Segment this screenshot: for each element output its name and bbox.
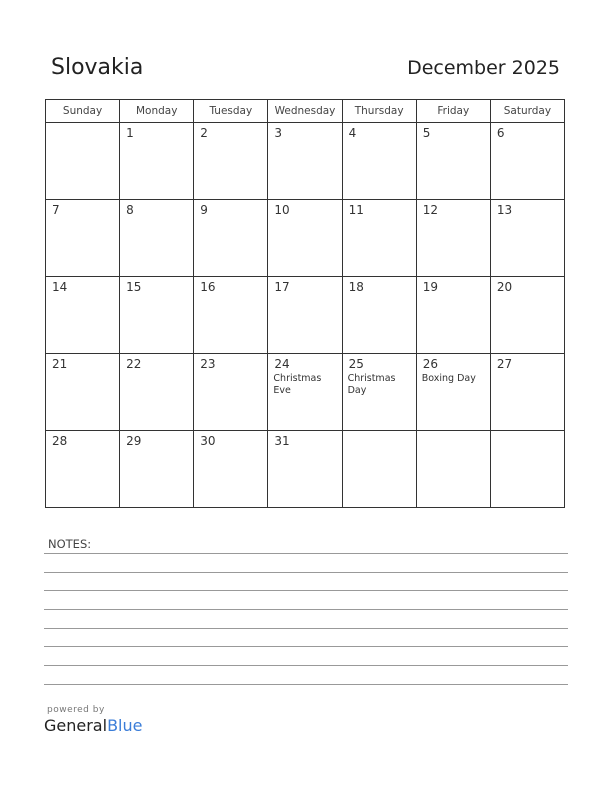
calendar-day-cell	[268, 200, 342, 277]
note-line	[44, 572, 568, 573]
day-number: 1	[126, 126, 134, 140]
day-number: 3	[274, 126, 283, 140]
calendar-body	[46, 123, 565, 508]
calendar-day-cell	[194, 277, 268, 354]
note-line	[44, 646, 568, 647]
day-number: 24	[274, 357, 290, 371]
day-number: 12	[422, 203, 438, 217]
day-number: 13	[496, 203, 513, 217]
note-line	[44, 553, 568, 554]
day-number: 14	[52, 280, 68, 294]
calendar-week-row	[46, 123, 565, 200]
day-number: 17	[274, 280, 290, 294]
day-number: 23	[200, 357, 216, 371]
calendar-day-cell	[490, 200, 564, 277]
calendar-day-cell	[268, 277, 342, 354]
day-number: 31	[274, 434, 290, 448]
weekday-tuesday: Tuesday	[194, 100, 268, 123]
calendar-day-cell	[490, 123, 564, 200]
calendar-day-cell	[342, 200, 416, 277]
calendar-day-cell	[46, 431, 120, 508]
day-number: 4	[348, 126, 357, 140]
day-number: 9	[200, 203, 208, 217]
calendar-day-cell	[490, 277, 564, 354]
calendar-day-cell	[342, 277, 416, 354]
calendar-day-cell	[268, 354, 342, 431]
calendar-day-cell	[120, 354, 194, 431]
day-number: 6	[496, 126, 505, 140]
day-number: 18	[348, 280, 364, 294]
calendar-week-row	[46, 277, 565, 354]
calendar-day-cell	[120, 431, 194, 508]
calendar-day-cell	[120, 277, 194, 354]
day-number: 22	[126, 357, 142, 371]
holiday-label: Boxing Day	[421, 373, 476, 384]
calendar-empty-cell	[342, 431, 416, 508]
calendar-day-cell	[416, 354, 490, 431]
brand-general-text: General	[44, 716, 108, 735]
day-number: 19	[422, 280, 438, 294]
day-number: 5	[422, 126, 431, 140]
day-number: 29	[126, 434, 142, 448]
note-line	[44, 684, 568, 685]
day-number: 21	[52, 357, 68, 371]
calendar-week-row	[46, 431, 565, 508]
calendar-day-cell	[268, 123, 342, 200]
calendar-empty-cell	[416, 431, 490, 508]
brand-blue-text: Blue	[107, 716, 143, 735]
calendar-day-cell	[194, 123, 268, 200]
page-title-month: December 2025	[407, 57, 560, 79]
calendar-day-cell	[416, 277, 490, 354]
weekday-sunday: Sunday	[46, 100, 120, 123]
note-line	[44, 609, 568, 610]
calendar-day-cell	[194, 354, 268, 431]
calendar-grid	[45, 99, 565, 508]
calendar-day-cell	[194, 431, 268, 508]
calendar-day-cell	[416, 123, 490, 200]
calendar-day-cell	[416, 200, 490, 277]
weekday-saturday: Saturday	[490, 100, 564, 123]
footer-branding	[44, 705, 142, 735]
day-number: 15	[126, 280, 142, 294]
weekday-wednesday: Wednesday	[268, 100, 342, 123]
calendar-day-cell	[268, 431, 342, 508]
day-number: 26	[422, 357, 438, 371]
calendar-empty-cell	[46, 123, 120, 200]
calendar-week-row	[46, 354, 565, 431]
day-number: 8	[126, 203, 134, 217]
holiday-label: Christmas Day	[347, 373, 396, 396]
calendar-day-cell	[120, 200, 194, 277]
note-line	[44, 665, 568, 666]
day-number: 2	[200, 126, 208, 140]
day-number: 20	[496, 280, 513, 294]
weekday-thursday: Thursday	[342, 100, 416, 123]
day-number: 16	[200, 280, 216, 294]
calendar-day-cell	[342, 354, 416, 431]
calendar-empty-cell	[490, 431, 564, 508]
calendar-day-cell	[46, 354, 120, 431]
day-number: 28	[52, 434, 68, 448]
calendar-day-cell	[46, 277, 120, 354]
calendar-day-cell	[490, 354, 564, 431]
note-line	[44, 628, 568, 629]
note-line	[44, 590, 568, 591]
page-title-country: Slovakia	[51, 55, 144, 80]
day-number: 11	[348, 203, 364, 217]
calendar-day-cell	[46, 200, 120, 277]
weekday-friday: Friday	[416, 100, 490, 123]
calendar-week-row	[46, 200, 565, 277]
notes-label: NOTES:	[48, 537, 92, 551]
calendar-day-cell	[120, 123, 194, 200]
weekday-header-row	[46, 100, 565, 123]
generalblue-logo[interactable]	[44, 716, 142, 735]
calendar-day-cell	[342, 123, 416, 200]
holiday-label: Christmas Eve	[273, 373, 322, 396]
weekday-monday: Monday	[120, 100, 194, 123]
day-number: 7	[52, 203, 60, 217]
day-number: 10	[274, 203, 290, 217]
day-number: 25	[348, 357, 364, 371]
powered-by-text: powered by	[47, 705, 105, 715]
calendar-day-cell	[194, 200, 268, 277]
day-number: 27	[496, 357, 513, 371]
day-number: 30	[200, 434, 216, 448]
